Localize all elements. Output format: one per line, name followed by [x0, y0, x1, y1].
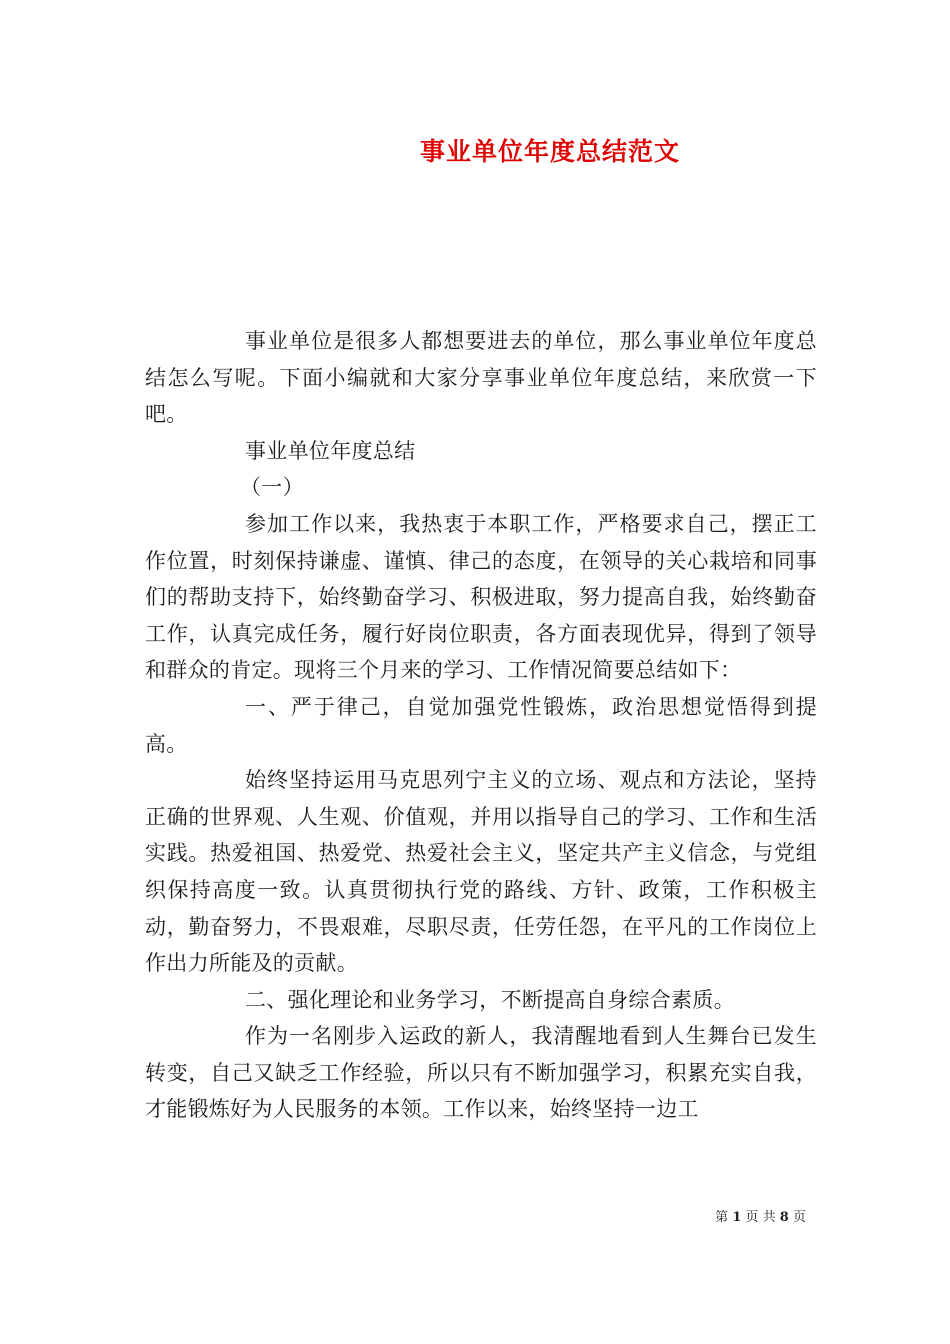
footer-middle: 页 共	[745, 1210, 776, 1225]
page-footer	[0, 1206, 806, 1225]
body-paragraph: 始终坚持运用马克思列宁主义的立场、观点和方法论，坚持正确的世界观、人生观、价值观，并用以指导自己的学习、工作和生活实践。热爱祖国、热爱党、热爱社会主义，坚定共产主义信念，与党组织保持高度一致。认真贯彻执行党的路线、方针、政策，工作积极主动，勤奋努力，不畏艰难，尽职尽责，任劳任怨，在平凡的工作岗位上作出力所能及的贡献。	[145, 768, 817, 976]
intro-paragraph: 事业单位是很多人都想要进去的单位，那么事业单位年度总结怎么写呢。下面小编就和大家分享事业单位年度总结，来欣赏一下吧。	[145, 329, 817, 427]
total-pages-number: 8	[779, 1210, 789, 1225]
point-one-heading: 一、严于律己，自觉加强党性锻炼，政治思想觉悟得到提高。	[145, 694, 817, 756]
body-paragraph: 参加工作以来，我热衷于本职工作，严格要求自己，摆正工作位置，时刻保持谦虚、谨慎、律己的态度，在领导的关心栽培和同事们的帮助支持下，始终勤奋学习、积极进取，努力提高自我，始终勤奋工作，认真完成任务，履行好岗位职责，各方面表现优异，得到了领导和群众的肯定。现将三个月来的学习、工作情况简要总结如下：	[145, 511, 817, 683]
point-two-heading: 二、强化理论和业务学习，不断提高自身综合素质。	[245, 987, 735, 1012]
footer-suffix: 页	[792, 1210, 806, 1225]
document-body	[145, 323, 817, 1128]
current-page-number: 1	[732, 1210, 742, 1225]
section-heading: 事业单位年度总结	[245, 438, 416, 463]
footer-prefix: 第	[715, 1210, 729, 1225]
body-paragraph: 作为一名刚步入运政的新人，我清醒地看到人生舞台已发生转变，自己又缺乏工作经验，所以只有不断加强学习，积累充实自我，才能锻炼好为人民服务的本领。工作以来，始终坚持一边工	[145, 1024, 817, 1122]
section-number: （一）	[240, 475, 304, 500]
document-title: 事业单位年度总结范文	[419, 137, 680, 166]
